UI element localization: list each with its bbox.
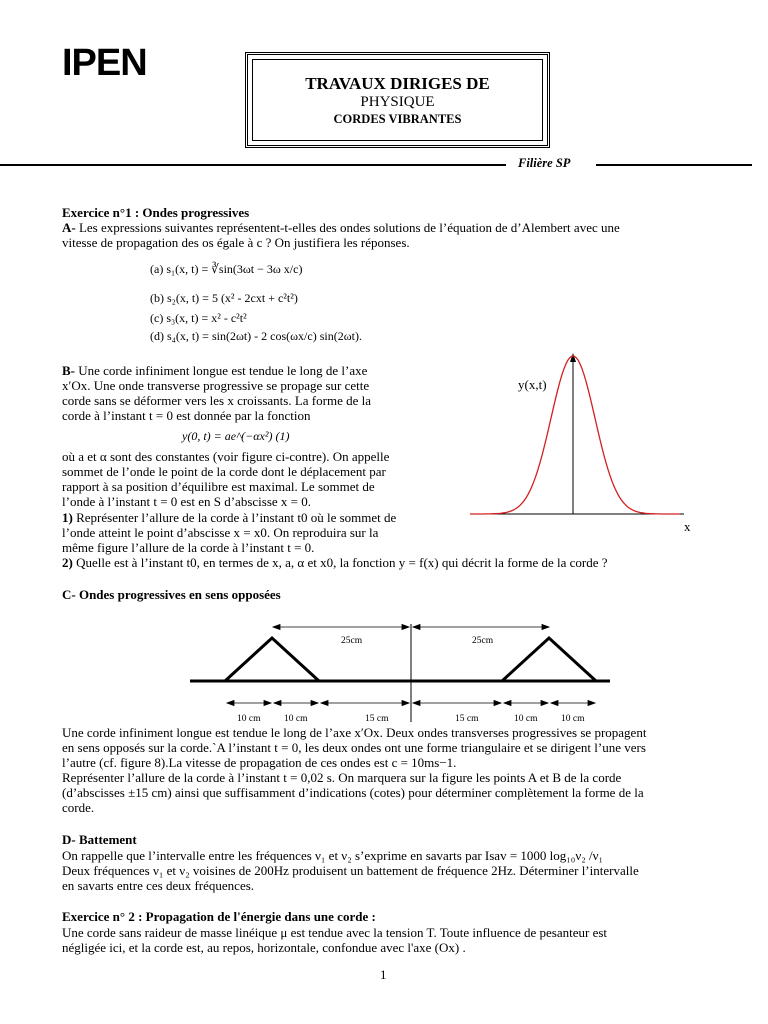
dim-top-left: 25cm — [341, 636, 363, 646]
equation-a: (a) s₁(x, t) = ∛sin(3ωt − 3ω x/c) — [150, 262, 303, 276]
ex1-q1-line1: 1) Représenter l’allure de la corde à l’instant t0 où le sommet de — [62, 510, 397, 525]
page-number: 1 — [380, 967, 387, 982]
ex1-c-line2: en sens opposés sur la corde.`A l’instant t = 0, les deux ondes ont une forme triangulaire et se dirigent l’une vers — [62, 740, 646, 755]
filiere-label: Filière SP — [518, 156, 571, 170]
ex1-b-line1: B- Une corde infiniment longue est tendue le long de l’axe — [62, 363, 368, 378]
ex2-line2: négligée ici, et la corde est, au repos, horizontale, confondue avec l'axe (Ox) . — [62, 940, 466, 955]
header-rule-right — [596, 164, 752, 166]
ex1-b-line6: sommet de l’onde le point de la corde dont le déplacement par — [62, 464, 386, 479]
ex1-d-line3: en savarts entre ces deux fréquences. — [62, 878, 255, 893]
ex1-d-title: D- Battement — [62, 832, 137, 847]
ex1-b-line8: l’onde à l’instant t = 0 est en S d’abscisse x = 0. — [62, 494, 311, 509]
ex1-c-line6: corde. — [62, 800, 95, 815]
equation-d: (d) s₄(x, t) = sin(2ωt) - 2 cos(ωx/c) sin(2ωt). — [150, 329, 362, 343]
ex1-d-line1: On rappelle que l’intervalle entre les fréquences ν₁ et ν₂ s’exprime en savarts par Isav = 1000 log₁₀ν₂ /ν₁ — [62, 848, 604, 863]
equation-b: (b) s₂(x, t) = 5 (x² - 2cxt + c²t²) — [150, 291, 298, 305]
right-triangle-wave — [502, 638, 596, 681]
ex1-b-line5: où a et α sont des constantes (voir figure ci-contre). On appelle — [62, 449, 390, 464]
ex1-c-line5: (d’abscisses ±15 cm) ainsi que suffisamment d’indications (cotes) pour déterminer complètement la forme de la — [62, 785, 644, 800]
ex1-c-line1: Une corde infiniment longue est tendue le long de l’axe x′Ox. Deux ondes transverses progressives se propagent — [62, 725, 647, 740]
dim-bottom-3: 15 cm — [365, 714, 389, 724]
ex1-b-line4: corde à l’instant t = 0 est donnée par la fonction — [62, 408, 311, 423]
ex2-title: Exercice n° 2 : Propagation de l'énergie dans une corde : — [62, 909, 376, 924]
ex2-line1: Une corde sans raideur de masse linéique μ est tendue avec la tension T. Toute influence de pesanteur est — [62, 925, 608, 940]
ex1-b-line7: rapport à sa position d’équilibre est maximal. Le sommet de — [62, 479, 375, 494]
x-axis-label: x — [684, 519, 691, 534]
gaussian-curve — [470, 356, 680, 514]
header-rule-left — [0, 164, 506, 166]
ex1-c-line4: Représenter l’allure de la corde à l’instant t = 0,02 s. On marquera sur la figure les points A et B de la corde — [62, 770, 622, 785]
title-line-1: TRAVAUX DIRIGES DE — [305, 74, 490, 93]
dim-bottom-2: 10 cm — [284, 714, 308, 724]
ex1-d-line2: Deux fréquences ν₁ et ν₂ voisines de 200Hz produisent un battement de fréquence 2Hz. Déterminer l’intervalle — [62, 863, 639, 878]
dim-bottom-5: 10 cm — [514, 714, 538, 724]
ex1-c-line3: l’autre (cf. figure 8).La vitesse de propagation de ces ondes est c = 10ms−1. — [62, 755, 457, 770]
dim-bottom-4: 15 cm — [455, 714, 479, 724]
title-box — [245, 52, 550, 148]
gaussian-formula: y(0, t) = ae^(−αx²) (1) — [182, 429, 290, 443]
ex1-a-line2: vitesse de propagation des os égale à c ? On justifiera les réponses. — [62, 235, 410, 250]
equation-c: (c) s₃(x, t) = x² - c²t² — [150, 311, 247, 325]
dim-bottom-6: 10 cm — [561, 714, 585, 724]
y-axis-label: y(x,t) — [518, 377, 547, 392]
ipen-logo: IPEN — [62, 42, 147, 84]
triangle-waves-figure — [185, 618, 615, 728]
ex1-a-line1: A- Les expressions suivantes représentent-t-elles des ondes solutions de l’équation de d’Alembert avec une — [62, 220, 620, 235]
ex1-title: Exercice n°1 : Ondes progressives — [62, 205, 250, 220]
ex1-q1-line2: l’onde atteint le point d’abscisse x = x0. On reproduira sur la — [62, 525, 379, 540]
title-line-2: PHYSIQUE — [360, 94, 435, 110]
dim-top-right: 25cm — [472, 636, 494, 646]
left-triangle-wave — [225, 638, 319, 681]
title-line-3: CORDES VIBRANTES — [333, 112, 462, 126]
dim-bottom-1: 10 cm — [237, 714, 261, 724]
ex1-q1-line3: même figure l’allure de la corde à l’instant t = 0. — [62, 540, 315, 555]
ex1-b-line2: x′Ox. Une onde transverse progressive se propage sur cette — [62, 378, 370, 393]
ex1-q2-line: 2) Quelle est à l’instant t0, en termes de x, a, α et x0, la fonction y = f(x) qui décrit la forme de la corde ? — [62, 555, 608, 570]
ex1-b-line3: corde sans se déformer vers les x croissants. La forme de la — [62, 393, 371, 408]
gaussian-figure — [460, 350, 710, 540]
ex1-c-title: C- Ondes progressives en sens opposées — [62, 587, 281, 602]
